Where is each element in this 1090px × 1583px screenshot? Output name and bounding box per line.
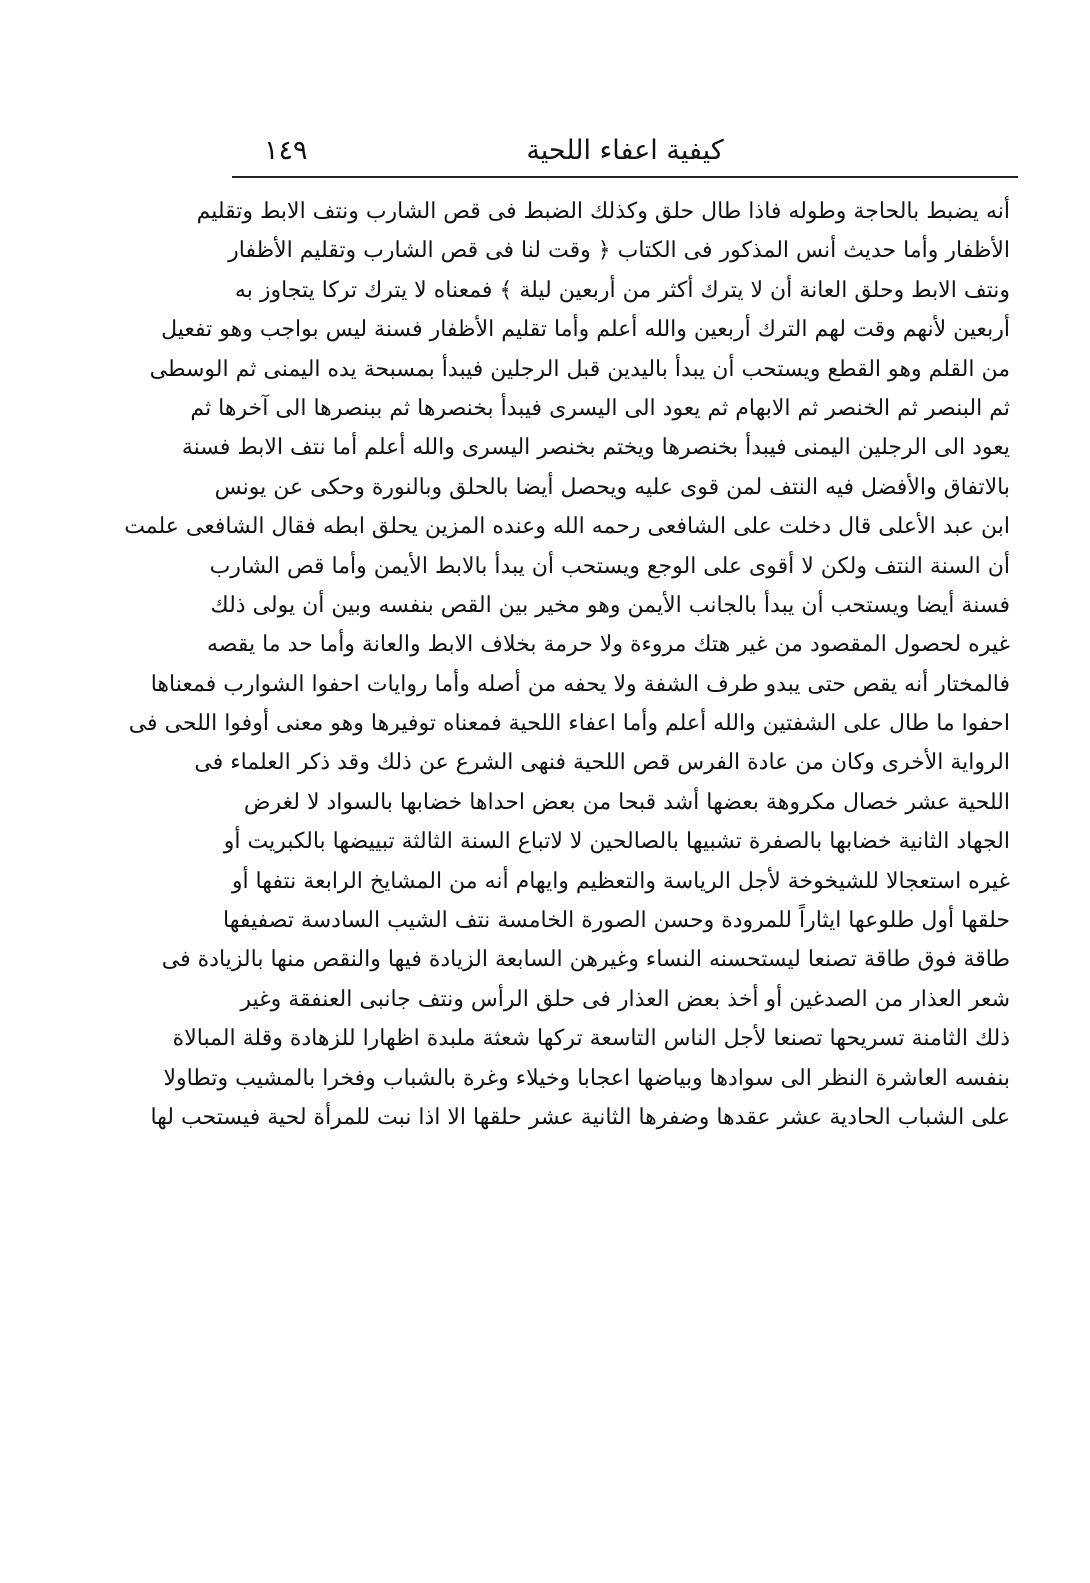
text-line: بالاتفاق والأفضل فيه النتف لمن قوى عليه ويحصل أيضا بالحلق وبالنورة وحكى عن يونس	[214, 474, 1010, 500]
page-number: ١٤٩	[264, 135, 308, 166]
text-line: على الشباب الحادية عشر عقدها وضفرها الثانية عشر حلقها الا اذا نبت للمرأة لحية فيستحب لها	[150, 1104, 1010, 1130]
text-line: ونتف الابط وحلق العانة أن لا يترك أكثر من أربعين ليلة ﴾ فمعناه لا يترك تركا يتجاوز به	[234, 277, 1010, 303]
text-line: ذلك الثامنة تسريحها تصنعا لأجل الناس التاسعة تركها شعثة ملبدة اظهارا للزهادة وقلة المبالاة	[172, 1026, 1010, 1052]
text-line: أربعين لأنهم وقت لهم الترك أربعين والله أعلم وأما تقليم الأظفار فسنة ليس بواجب وهو تفعيل	[161, 317, 1010, 343]
running-header	[232, 128, 1018, 176]
text-line: شعر العذار من الصدغين أو أخذ بعض العذار فى حلق الرأس ونتف جانبى العنفقة وغير	[240, 986, 1010, 1012]
text-line: أن السنة النتف ولكن لا أقوى على الوجع ويستحب أن يبدأ بالابط الأيمن وأما قص الشارب	[209, 553, 1010, 579]
text-line: طاقة فوق طاقة تصنعا ليستحسنه النساء وغيرهن السابعة الزيادة فيها والنقص منها بالزيادة فى	[161, 947, 1010, 973]
text-line: فسنة أيضا ويستحب أن يبدأ بالجانب الأيمن وهو مخير بين القص بنفسه وبين أن يولى ذلك	[210, 592, 1010, 618]
header-divider	[232, 176, 1018, 178]
text-line: احفوا ما طال على الشفتين والله أعلم وأما اعفاء اللحية فمعناه توفيرها وهو معنى أوفوا اللحى فى	[128, 711, 1010, 737]
text-line: بنفسه العاشرة النظر الى سوادها وبياضها اعجابا وخيلاء وغرة بالشباب وفخرا بالمشيب وتطاولا	[163, 1065, 1010, 1091]
text-line: الجهاد الثانية خضابها بالصفرة تشبيها بالصالحين لا لاتباع السنة الثالثة تبييضها بالكبريت أو	[223, 829, 1010, 855]
text-line: فالمختار أنه يقص حتى يبدو طرف الشفة ولا يحفه من أصله وأما روايات احفوا الشوارب فمعناها	[150, 671, 1010, 697]
chapter-title: كيفية اعفاء اللحية	[526, 135, 724, 166]
text-line: ابن عبد الأعلى قال دخلت على الشافعى رحمه الله وعنده المزين يحلق ابطه فقال الشافعى علمت	[124, 514, 1010, 540]
text-line: الرواية الأخرى وكان من عادة الفرس قص اللحية فنهى الشرع عن ذلك وقد ذكر العلماء فى	[194, 750, 1010, 776]
text-line: غيره لحصول المقصود من غير هتك مروءة ولا حرمة بخلاف الابط والعانة وأما حد ما يقصه	[206, 632, 1010, 658]
text-line: اللحية عشر خصال مكروهة بعضها أشد قبحا من بعض احداها خضابها بالسواد لا لغرض	[243, 789, 1010, 815]
text-line: حلقها أول طلوعها ايثاراً للمرودة وحسن الصورة الخامسة نتف الشيب السادسة تصفيفها	[223, 908, 1010, 934]
text-line: ثم البنصر ثم الخنصر ثم الابهام ثم يعود الى اليسرى فيبدأ بخنصرها ثم ببنصرها الى آخرها ثم	[190, 395, 1010, 421]
text-line: يعود الى الرجلين اليمنى فيبدأ بخنصرها ويختم بخنصر اليسرى والله أعلم أما نتف الابط فسنة	[181, 435, 1010, 461]
text-line: الأظفار وأما حديث أنس المذكور فى الكتاب ﴿ وقت لنا فى قص الشارب وتقليم الأظفار	[228, 238, 1010, 264]
text-line: غيره استعجالا للشيخوخة لأجل الرياسة والتعظيم وايهام أنه من المشايخ الرابعة نتفها أو	[231, 868, 1010, 894]
text-line: أنه يضبط بالحاجة وطوله فاذا طال حلق وكذلك الضبط فى قص الشارب ونتف الابط وتقليم	[196, 199, 1010, 224]
text-line: من القلم وهو القطع ويستحب أن يبدأ باليدين قبل الرجلين فيبدأ بمسبحة يده اليمنى ثم الوسطى	[149, 356, 1010, 382]
body-text	[124, 192, 1010, 1137]
